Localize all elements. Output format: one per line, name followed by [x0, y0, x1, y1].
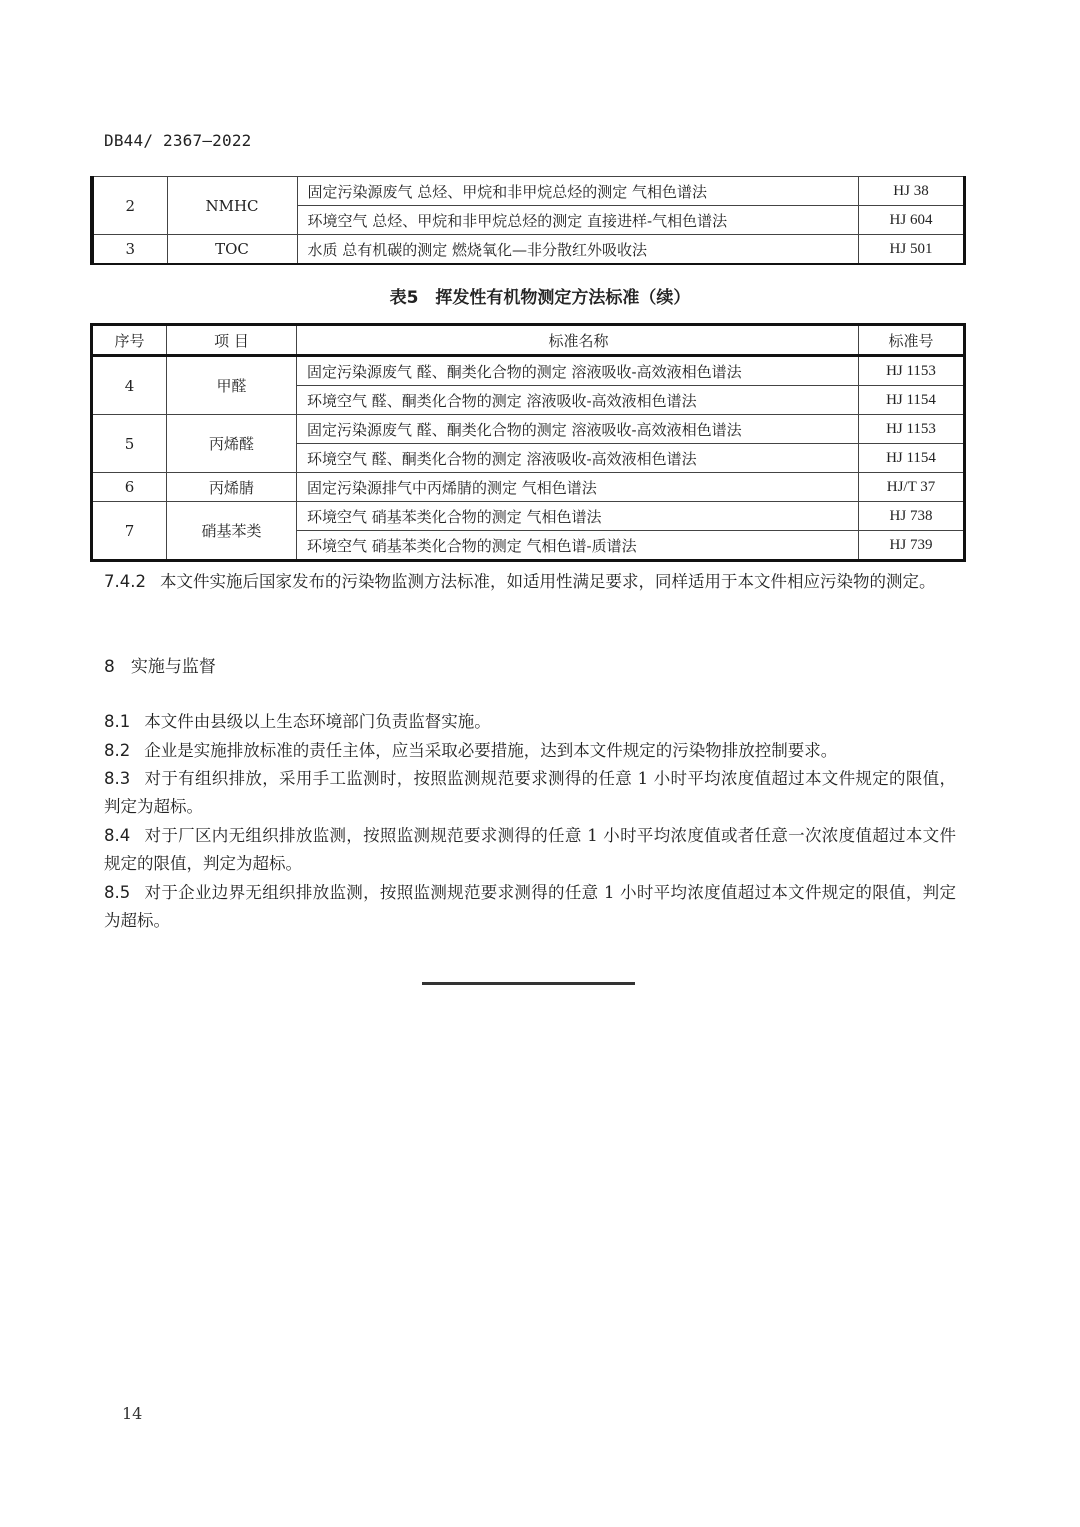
clause-number: 8.4: [104, 826, 131, 845]
table-row: [92, 235, 965, 265]
document-id: DB44/ 2367—2022: [104, 131, 252, 150]
cell-no: 3: [92, 235, 167, 265]
cell-standard-code: HJ 1154: [859, 386, 965, 415]
table-row: [92, 502, 965, 531]
cell-standard-name: 环境空气 硝基苯类化合物的测定 气相色谱法: [297, 502, 859, 531]
cell-standard-code: HJ 1153: [859, 415, 965, 444]
cell-item: 丙烯醛: [167, 415, 297, 473]
clause-text: 企业是实施排放标准的责任主体，应当采取必要措施，达到本文件规定的污染物排放控制要求。: [144, 741, 838, 760]
cell-item: 甲醛: [167, 356, 297, 415]
cell-standard-name: 固定污染源废气 醛、酮类化合物的测定 溶液吸收-高效液相色谱法: [297, 415, 859, 444]
cell-item: TOC: [167, 235, 297, 265]
cell-standard-code: HJ 1154: [859, 444, 965, 473]
clause-8-4: [104, 822, 956, 878]
cell-standard-name: 环境空气 总烃、甲烷和非甲烷总烃的测定 直接进样-气相色谱法: [297, 206, 859, 235]
clause-7-4-2: [104, 568, 956, 596]
header-standard-code: 标准号: [859, 325, 965, 356]
clause-text: 对于厂区内无组织排放监测，按照监测规范要求测得的任意 1 小时平均浓度值或者任意一次浓度值超过本文件规定的限值，判定为超标。: [104, 826, 956, 873]
clause-8-5: [104, 879, 956, 935]
cell-standard-name: 环境空气 硝基苯类化合物的测定 气相色谱-质谱法: [297, 531, 859, 561]
cell-item: NMHC: [167, 177, 297, 235]
header-item: 项 目: [167, 325, 297, 356]
clause-8-3: [104, 765, 956, 821]
cell-no: 7: [92, 502, 167, 561]
cell-no: 2: [92, 177, 167, 235]
table-5: [90, 323, 966, 562]
table-row: [92, 473, 965, 502]
cell-item: 硝基苯类: [167, 502, 297, 561]
cell-standard-name: 环境空气 醛、酮类化合物的测定 溶液吸收-高效液相色谱法: [297, 444, 859, 473]
clause-number: 8.3: [104, 769, 131, 788]
cell-standard-name: 固定污染源排气中丙烯腈的测定 气相色谱法: [297, 473, 859, 502]
table-header-row: [92, 325, 965, 356]
header-no: 序号: [92, 325, 167, 356]
clause-number: 8.5: [104, 883, 131, 902]
table-title: 表5 挥发性有机物测定方法标准（续）: [389, 288, 691, 308]
table-row: [92, 356, 965, 386]
cell-no: 5: [92, 415, 167, 473]
page-number: 14: [122, 1404, 143, 1423]
cell-standard-name: 水质 总有机碳的测定 燃烧氧化—非分散红外吸收法: [297, 235, 859, 265]
cell-standard-name: 环境空气 醛、酮类化合物的测定 溶液吸收-高效液相色谱法: [297, 386, 859, 415]
clause-text: 对于企业边界无组织排放监测，按照监测规范要求测得的任意 1 小时平均浓度值超过本文件规定的限值，判定为超标。: [104, 883, 956, 930]
clause-number: 8.1: [104, 712, 131, 731]
cell-item: 丙烯腈: [167, 473, 297, 502]
cell-standard-name: 固定污染源废气 醛、酮类化合物的测定 溶液吸收-高效液相色谱法: [297, 356, 859, 386]
clause-number: 8.2: [104, 741, 131, 760]
cell-standard-code: HJ 738: [859, 502, 965, 531]
cell-no: 4: [92, 356, 167, 415]
clause-text: 本文件由县级以上生态环境部门负责监督实施。: [144, 712, 491, 731]
cell-standard-code: HJ 604: [859, 206, 965, 235]
cell-standard-code: HJ 501: [859, 235, 965, 265]
table-row: [92, 415, 965, 444]
clause-8-1: [104, 708, 956, 736]
cell-no: 6: [92, 473, 167, 502]
section-title: 实施与监督: [130, 657, 216, 677]
clause-8-2: [104, 737, 956, 765]
clause-number: 7.4.2: [104, 572, 146, 591]
section-number: 8: [104, 657, 115, 677]
table-row: [92, 177, 965, 206]
cell-standard-code: HJ 1153: [859, 356, 965, 386]
cell-standard-code: HJ 739: [859, 531, 965, 561]
end-of-document-rule: [422, 982, 635, 985]
cell-standard-code: HJ 38: [859, 177, 965, 206]
cell-standard-name: 固定污染源废气 总烃、甲烷和非甲烷总烃的测定 气相色谱法: [297, 177, 859, 206]
header-standard-name: 标准名称: [297, 325, 859, 356]
clause-text: 对于有组织排放，采用手工监测时，按照监测规范要求测得的任意 1 小时平均浓度值超过本文件规定的限值，判定为超标。: [104, 769, 956, 816]
cell-standard-code: HJ/T 37: [859, 473, 965, 502]
clause-text: 本文件实施后国家发布的污染物监测方法标准，如适用性满足要求，同样适用于本文件相应污染物的测定。: [159, 572, 936, 591]
section-heading: [104, 652, 216, 677]
table-continued: [90, 176, 966, 265]
